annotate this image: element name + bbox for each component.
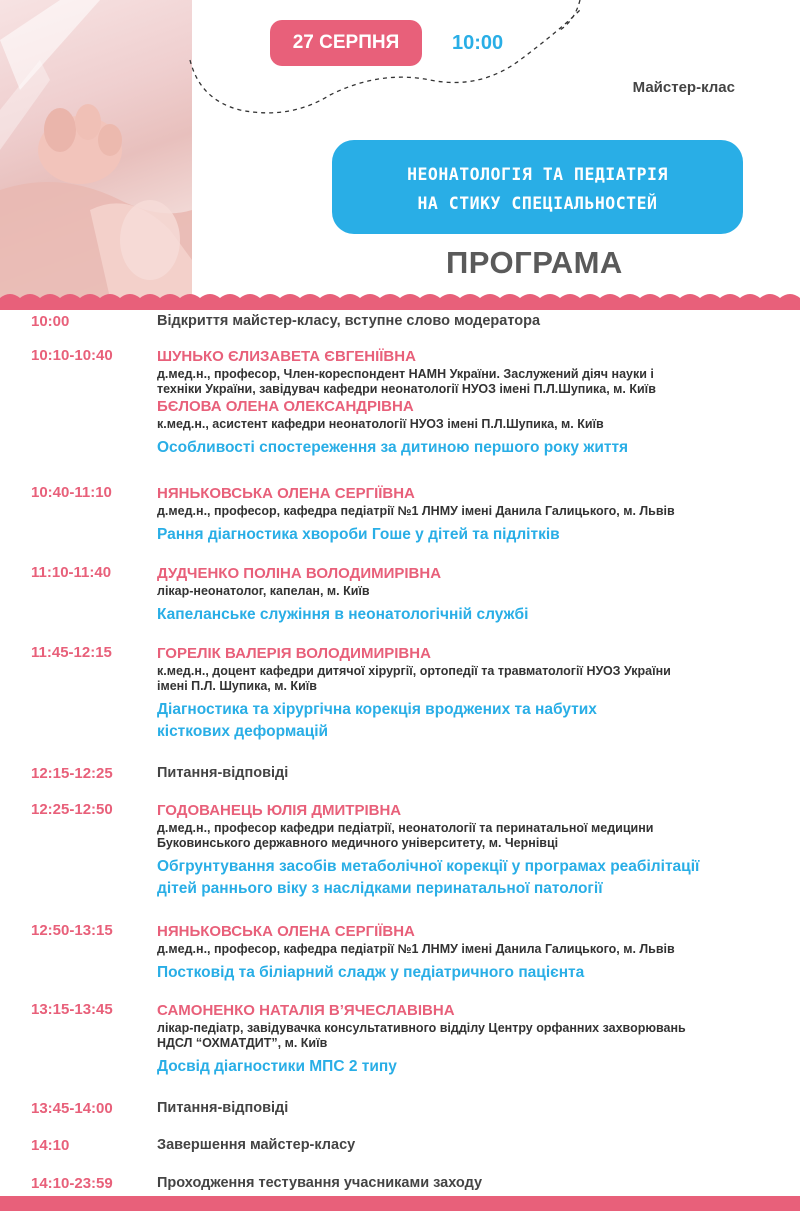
speaker-credentials: д.мед.н., професор, кафедра педіатрії №1 ЛНМУ імені Данила Галицького, м. Львів <box>157 942 675 956</box>
speaker-credentials: д.мед.н., професор кафедри педіатрії, неонатології та перинатальної медицини <box>157 821 654 835</box>
row-text: Питання-відповіді <box>157 765 289 781</box>
speaker-credentials: к.мед.н., доцент кафедри дитячої хірургії, ортопедії та травматології НУОЗ України <box>157 664 671 678</box>
talk-topic: Обгрунтування засобів метаболічної корекції у програмах реабілітації <box>157 858 700 875</box>
talk-topic: Особливості спостереження за дитиною першого року життя <box>157 439 629 456</box>
row-time: 10:40-11:10 <box>31 484 112 501</box>
row-time: 12:50-13:15 <box>31 922 113 939</box>
speaker-name: БЄЛОВА ОЛЕНА ОЛЕКСАНДРІВНА <box>157 398 414 415</box>
speaker-credentials: д.мед.н., професор, Член-кореспондент НАМН України. Заслужений діяч науки і <box>157 367 654 381</box>
talk-topic-continued: кісткових деформацій <box>157 723 329 740</box>
event-title-box <box>332 140 743 234</box>
speaker-credentials: к.мед.н., асистент кафедри неонатології НУОЗ імені П.Л.Шупика, м. Київ <box>157 417 604 431</box>
talk-topic: Капеланське служіння в неонатологічній службі <box>157 606 529 623</box>
speaker-credentials: імені П.Л. Шупика, м. Київ <box>157 679 317 693</box>
date-badge: 27 СЕРПНЯ <box>270 20 422 66</box>
talk-topic: Постковід та біліарний сладж у педіатричного пацієнта <box>157 964 585 981</box>
row-time: 14:10 <box>31 1137 70 1154</box>
row-time: 11:45-12:15 <box>31 644 112 661</box>
speaker-credentials: Буковинського державного медичного університету, м. Чернівці <box>157 836 559 850</box>
event-title-line1: НЕОНАТОЛОГІЯ ТА ПЕДІАТРІЯ <box>407 165 668 184</box>
talk-topic: Діагностика та хірургічна корекція вроджених та набутих <box>157 701 597 718</box>
speaker-credentials: техніки України, завідувач кафедри неонатології НУОЗ імені П.Л.Шупика, м. Київ <box>157 382 656 396</box>
start-time: 10:00 <box>452 32 504 54</box>
row-time: 13:15-13:45 <box>31 1001 113 1018</box>
program-title: ПРОГРАМА <box>446 245 623 280</box>
talk-topic: Рання діагностика хвороби Гоше у дітей та підлітків <box>157 526 560 543</box>
speaker-name: НЯНЬКОВСЬКА ОЛЕНА СЕРГІЇВНА <box>157 923 415 940</box>
row-time: 12:15-12:25 <box>31 765 113 782</box>
hands-illustration <box>0 0 192 298</box>
speaker-name: ГОРЕЛІК ВАЛЕРІЯ ВОЛОДИМИРІВНА <box>157 645 431 662</box>
row-text: Відкриття майстер-класу, вступне слово модератора <box>157 313 541 329</box>
bottom-divider <box>0 1196 800 1211</box>
row-text: Завершення майстер-класу <box>157 1137 356 1153</box>
talk-topic-continued: дітей раннього віку з наслідками перинатальної патології <box>157 880 603 897</box>
speaker-name: ДУДЧЕНКО ПОЛІНА ВОЛОДИМИРІВНА <box>157 565 442 582</box>
row-time: 13:45-14:00 <box>31 1100 113 1117</box>
top-wave-divider <box>0 290 800 310</box>
row-time: 10:00 <box>31 313 70 330</box>
speaker-name: ГОДОВАНЕЦЬ ЮЛІЯ ДМИТРІВНА <box>157 802 402 819</box>
talk-topic: Досвід діагностики МПС 2 типу <box>157 1058 397 1075</box>
speaker-credentials: лікар-педіатр, завідувачка консультативного відділу Центру орфанних захворювань <box>157 1021 686 1035</box>
header-photo <box>0 0 192 298</box>
row-time: 12:25-12:50 <box>31 801 113 818</box>
row-text: Проходження тестування учасниками заходу <box>157 1175 483 1191</box>
speaker-name: НЯНЬКОВСЬКА ОЛЕНА СЕРГІЇВНА <box>157 485 415 502</box>
speaker-name: ШУНЬКО ЄЛИЗАВЕТА ЄВГЕНІЇВНА <box>157 348 416 365</box>
row-text: Питання-відповіді <box>157 1100 289 1116</box>
event-title-line2: НА СТИКУ СПЕЦІАЛЬНОСТЕЙ <box>417 194 658 213</box>
row-time: 11:10-11:40 <box>31 564 112 581</box>
speaker-name: САМОНЕНКО НАТАЛІЯ В’ЯЧЕСЛАВІВНА <box>157 1002 455 1019</box>
speaker-credentials: лікар-неонатолог, капелан, м. Київ <box>157 584 370 598</box>
row-time: 10:10-10:40 <box>31 347 113 364</box>
speaker-credentials: д.мед.н., професор, кафедра педіатрії №1 ЛНМУ імені Данила Галицького, м. Львів <box>157 504 675 518</box>
dashed-curve-decoration <box>180 0 800 140</box>
row-time: 14:10-23:59 <box>31 1175 113 1192</box>
event-type: Майстер-клас <box>632 79 735 96</box>
speaker-credentials: НДСЛ “ОХМАТДИТ”, м. Київ <box>157 1036 328 1050</box>
